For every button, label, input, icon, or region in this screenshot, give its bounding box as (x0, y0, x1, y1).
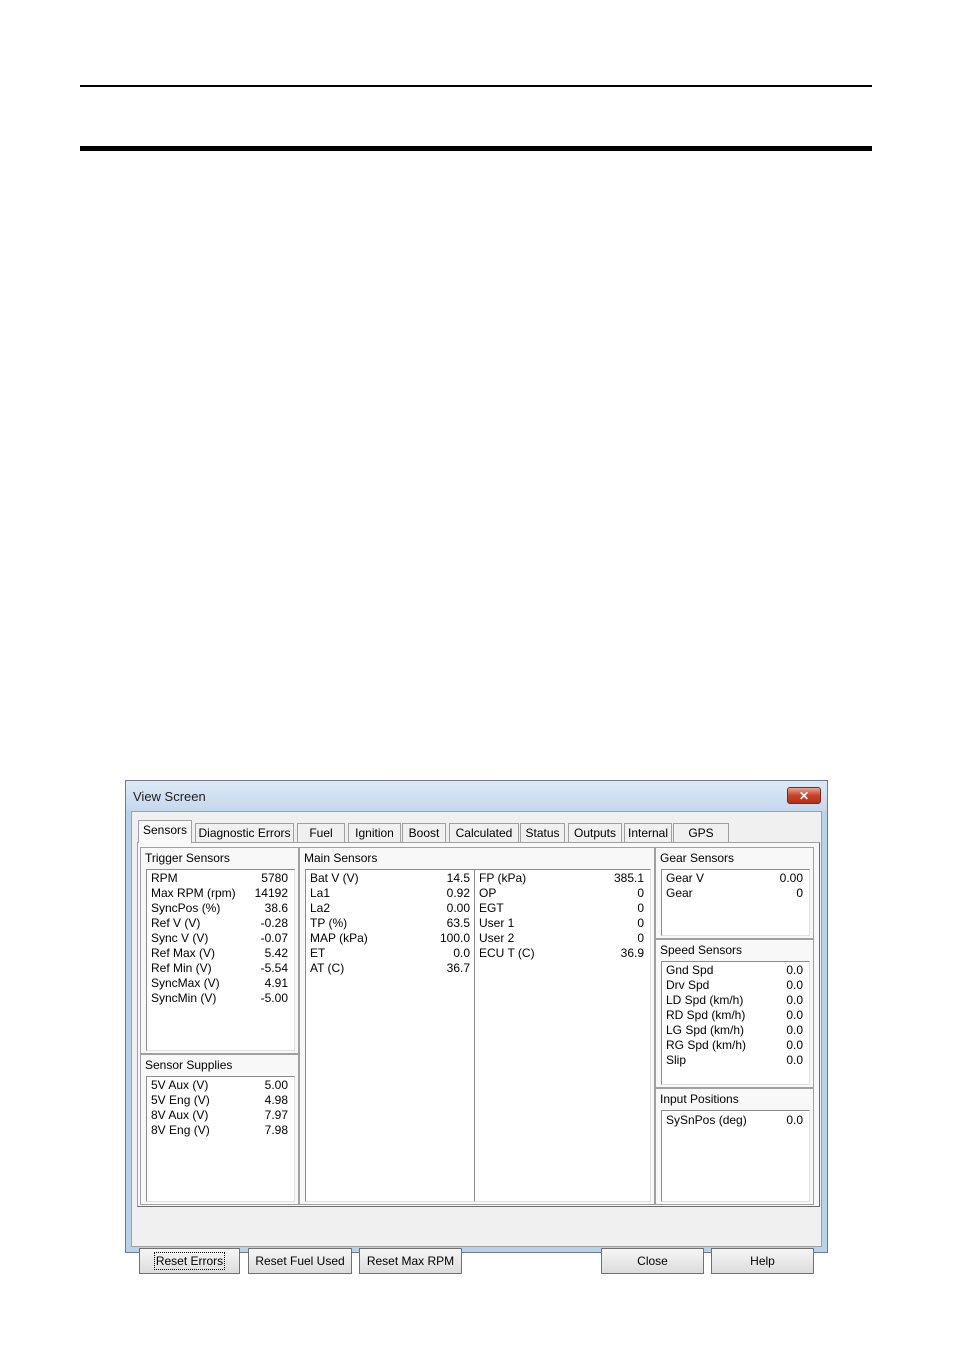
sensor-label: Ref V (V) (151, 916, 201, 930)
sensor-value: 5780 (261, 871, 288, 885)
sensor-row (310, 871, 470, 886)
header-rule-thin (80, 85, 872, 87)
sensor-label: ECU T (C) (479, 946, 535, 960)
tab-label: Ignition (355, 826, 394, 840)
main-sensors-group (299, 847, 655, 1205)
sensor-value: -5.00 (260, 991, 288, 1005)
sensor-label: LG Spd (km/h) (666, 1023, 745, 1037)
tab-label: GPS (688, 826, 714, 840)
reset-max-rpm-button[interactable] (359, 1248, 462, 1274)
sensor-row (151, 901, 288, 916)
close-icon: ✕ (798, 789, 810, 803)
tab-fuel[interactable] (297, 823, 345, 842)
sensor-row (666, 871, 803, 886)
sensor-row (151, 961, 288, 976)
gear-sensors-group (655, 847, 814, 939)
sensor-row (310, 961, 470, 976)
sensor-value: 4.98 (264, 1093, 288, 1107)
sensor-row (151, 1078, 288, 1093)
sensor-value: 0.0 (786, 1038, 803, 1052)
sensor-row (479, 901, 644, 916)
sensor-value: 0.0 (453, 946, 470, 960)
sensor-row (666, 1113, 803, 1128)
sensor-row (479, 886, 644, 901)
sensor-value: 0.0 (786, 993, 803, 1007)
sensor-label: RD Spd (km/h) (666, 1008, 746, 1022)
header-rule-thick (80, 146, 872, 151)
sensor-label: 5V Aux (V) (151, 1078, 209, 1092)
sensor-label: 5V Eng (V) (151, 1093, 210, 1107)
group-title: Gear Sensors (660, 851, 735, 865)
sensor-row (310, 946, 470, 961)
sensor-label: FP (kPa) (479, 871, 527, 885)
sensor-row (310, 886, 470, 901)
sensor-row (666, 886, 803, 901)
sensor-row (479, 871, 644, 886)
button-label: Reset Max RPM (366, 1254, 455, 1268)
tab-label: Fuel (309, 826, 333, 840)
group-title: Trigger Sensors (145, 851, 230, 865)
sensor-row (151, 991, 288, 1006)
main-sensors-right-list (474, 869, 651, 1202)
group-title: Input Positions (660, 1092, 739, 1106)
sensor-value: 0 (796, 886, 803, 900)
tab-label: Calculated (455, 826, 513, 840)
tab-label: Boost (408, 826, 440, 840)
input-positions-group (655, 1088, 814, 1205)
window-title: View Screen (133, 789, 206, 804)
button-label: Reset Fuel Used (255, 1254, 345, 1268)
sensor-label: LD Spd (km/h) (666, 993, 744, 1007)
tab-calculated[interactable] (449, 823, 519, 842)
sensor-supplies-list (146, 1076, 295, 1202)
sensor-value: 0 (637, 886, 644, 900)
tab-label: Sensors (142, 823, 188, 837)
sensor-label: User 2 (479, 931, 515, 945)
sensor-row (666, 1023, 803, 1038)
reset-fuel-used-button[interactable] (248, 1248, 352, 1274)
sensor-row (666, 993, 803, 1008)
sensor-value: 0.0 (786, 1113, 803, 1127)
sensor-row (151, 916, 288, 931)
gear-sensors-list (661, 869, 810, 936)
sensor-row (151, 1123, 288, 1138)
sensor-label: La2 (310, 901, 331, 915)
sensor-value: 0.0 (786, 1023, 803, 1037)
tab-status[interactable] (520, 823, 565, 842)
sensor-label: Gear V (666, 871, 705, 885)
sensor-value: 0 (637, 931, 644, 945)
sensor-value: 5.00 (264, 1078, 288, 1092)
sensor-label: User 1 (479, 916, 515, 930)
group-title: Speed Sensors (660, 943, 743, 957)
sensor-row (151, 946, 288, 961)
sensor-value: 36.7 (446, 961, 470, 975)
tab-boost[interactable] (402, 823, 446, 842)
sensor-label: RG Spd (km/h) (666, 1038, 747, 1052)
sensor-value: 14.5 (446, 871, 470, 885)
tab-ignition[interactable] (348, 823, 401, 842)
group-title: Sensor Supplies (145, 1058, 233, 1072)
sensor-label: Max RPM (rpm) (151, 886, 236, 900)
sensor-value: 14192 (254, 886, 288, 900)
sensor-value: 0.92 (446, 886, 470, 900)
trigger-sensors-list (146, 869, 295, 1051)
sensor-value: 7.98 (264, 1123, 288, 1137)
sensor-row (666, 963, 803, 978)
sensor-label: Gear (666, 886, 693, 900)
sensor-label: Slip (666, 1053, 687, 1067)
close-button[interactable] (601, 1248, 704, 1274)
group-title: Main Sensors (304, 851, 378, 865)
sensor-label: SyncMax (V) (151, 976, 220, 990)
tab-sensors[interactable] (138, 820, 192, 843)
sensor-label: Ref Min (V) (151, 961, 212, 975)
sensor-value: 100.0 (439, 931, 470, 945)
sensor-label: Ref Max (V) (151, 946, 216, 960)
sensor-label: MAP (kPa) (310, 931, 368, 945)
tab-label: Outputs (573, 826, 617, 840)
sensor-value: 0 (637, 901, 644, 915)
sensor-row (310, 916, 470, 931)
sensor-label: SyncMin (V) (151, 991, 217, 1005)
sensor-value: 63.5 (446, 916, 470, 930)
sensor-value: 0.0 (786, 1008, 803, 1022)
tab-internal[interactable] (624, 823, 672, 842)
button-label: Reset Errors (155, 1254, 224, 1268)
sensor-row (151, 976, 288, 991)
main-sensors-left-list (305, 869, 477, 1202)
sensor-row (151, 886, 288, 901)
sensor-value: 0.0 (786, 963, 803, 977)
sensor-value: 0.0 (786, 1053, 803, 1067)
sensor-label: La1 (310, 886, 331, 900)
sensor-label: OP (479, 886, 497, 900)
sensor-value: 0 (637, 916, 644, 930)
sensor-row (479, 916, 644, 931)
sensor-value: 4.91 (264, 976, 288, 990)
trigger-sensors-group (140, 847, 299, 1054)
sensor-row (479, 946, 644, 961)
speed-sensors-group (655, 939, 814, 1088)
sensor-row (666, 1038, 803, 1053)
sensor-row (151, 871, 288, 886)
tab-gps[interactable] (673, 823, 729, 842)
reset-errors-button[interactable] (139, 1248, 240, 1274)
button-label: Help (750, 1254, 775, 1268)
sensor-row (151, 1108, 288, 1123)
sensor-row (666, 1053, 803, 1068)
sensor-value: 38.6 (264, 901, 288, 915)
sensor-value: 0.00 (779, 871, 803, 885)
sensor-label: Drv Spd (666, 978, 710, 992)
input-positions-list (661, 1110, 810, 1202)
sensor-value: 0.00 (446, 901, 470, 915)
sensor-label: Bat V (V) (310, 871, 359, 885)
sensor-row (479, 931, 644, 946)
sensor-value: -0.28 (260, 916, 288, 930)
sensor-label: SySnPos (deg) (666, 1113, 747, 1127)
sensor-row (151, 931, 288, 946)
view-screen-window (125, 780, 828, 1268)
window-client-area (131, 811, 822, 1268)
sensor-value: -0.07 (260, 931, 288, 945)
sensor-supplies-group (140, 1054, 299, 1205)
close-window-button[interactable] (787, 787, 821, 804)
title-bar[interactable] (126, 781, 827, 811)
sensor-row (666, 978, 803, 993)
sensor-label: SyncPos (%) (151, 901, 221, 915)
sensor-value: 385.1 (613, 871, 644, 885)
sensor-label: RPM (151, 871, 178, 885)
sensor-row (151, 1093, 288, 1108)
sensor-value: -5.54 (260, 961, 288, 975)
sensor-label: Sync V (V) (151, 931, 209, 945)
tab-label: Status (525, 826, 560, 840)
sensor-label: 8V Eng (V) (151, 1123, 210, 1137)
sensor-row (666, 1008, 803, 1023)
sensor-label: Gnd Spd (666, 963, 714, 977)
sensor-value: 36.9 (620, 946, 644, 960)
speed-sensors-list (661, 961, 810, 1085)
button-label: Close (637, 1254, 668, 1268)
sensors-tab-page (137, 842, 820, 1207)
help-button[interactable] (711, 1248, 814, 1274)
sensor-value: 7.97 (264, 1108, 288, 1122)
sensor-label: 8V Aux (V) (151, 1108, 209, 1122)
sensor-label: TP (%) (310, 916, 348, 930)
tab-label: Internal (627, 826, 669, 840)
sensor-row (310, 931, 470, 946)
tab-label: Diagnostic Errors (198, 826, 291, 840)
sensor-value: 5.42 (264, 946, 288, 960)
sensor-row (310, 901, 470, 916)
tab-diagnostic-errors[interactable] (195, 823, 294, 842)
sensor-label: ET (310, 946, 326, 960)
sensor-value: 0.0 (786, 978, 803, 992)
sensor-label: EGT (479, 901, 504, 915)
sensor-label: AT (C) (310, 961, 345, 975)
tab-outputs[interactable] (568, 823, 622, 842)
